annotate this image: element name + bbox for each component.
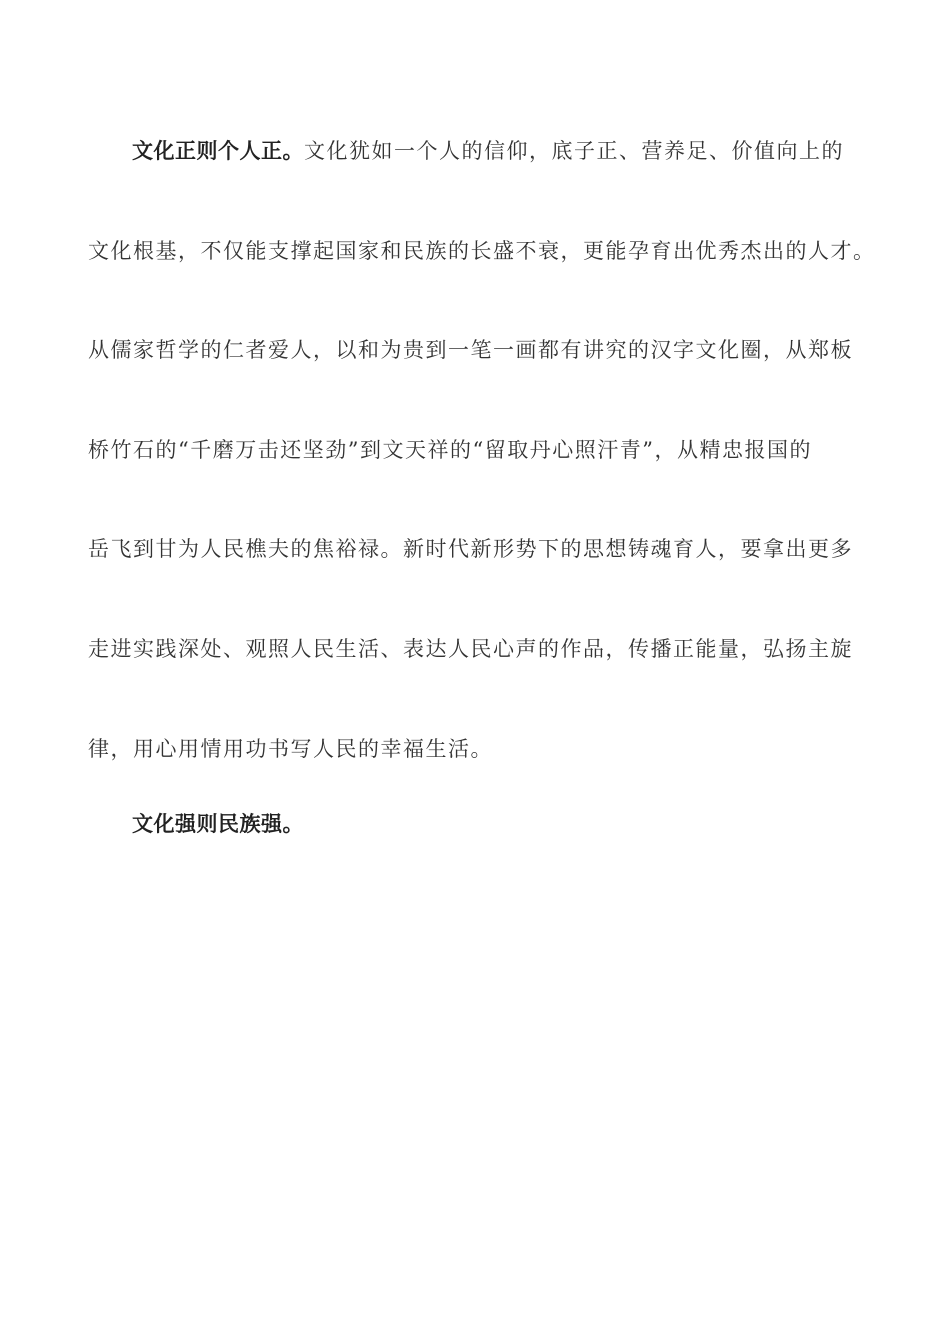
paragraph-1-heading: 文化正则个人正。: [132, 138, 304, 163]
paragraph-1-first-line: [132, 137, 922, 165]
paragraph-1-line-7: 律，用心用情用功书写人民的幸福生活。: [88, 737, 493, 761]
paragraph-1-line-2: 文化根基，不仅能支撑起国家和民族的长盛不衰，更能孕育出优秀杰出的人才。: [88, 239, 876, 263]
paragraph-1-line-6: 走进实践深处、观照人民生活、表达人民心声的作品，传播正能量，弘扬主旋: [88, 637, 853, 661]
paragraph-1-line-5: 岳飞到甘为人民樵夫的焦裕禄。新时代新形势下的思想铸魂育人，要拿出更多: [88, 537, 853, 561]
paragraph-1-line-4: 桥竹石的“千磨万击还坚劲”到文天祥的“留取丹心照汗青”，从精忠报国的: [88, 438, 812, 462]
paragraph-1-line-1-text: 文化犹如一个人的信仰，底子正、营养足、价值向上的: [304, 139, 844, 163]
paragraph-2-heading: 文化强则民族强。: [132, 811, 304, 836]
paragraph-1-line-3: 从儒家哲学的仁者爱人，以和为贵到一笔一画都有讲究的汉字文化圈，从郑板: [88, 338, 853, 362]
